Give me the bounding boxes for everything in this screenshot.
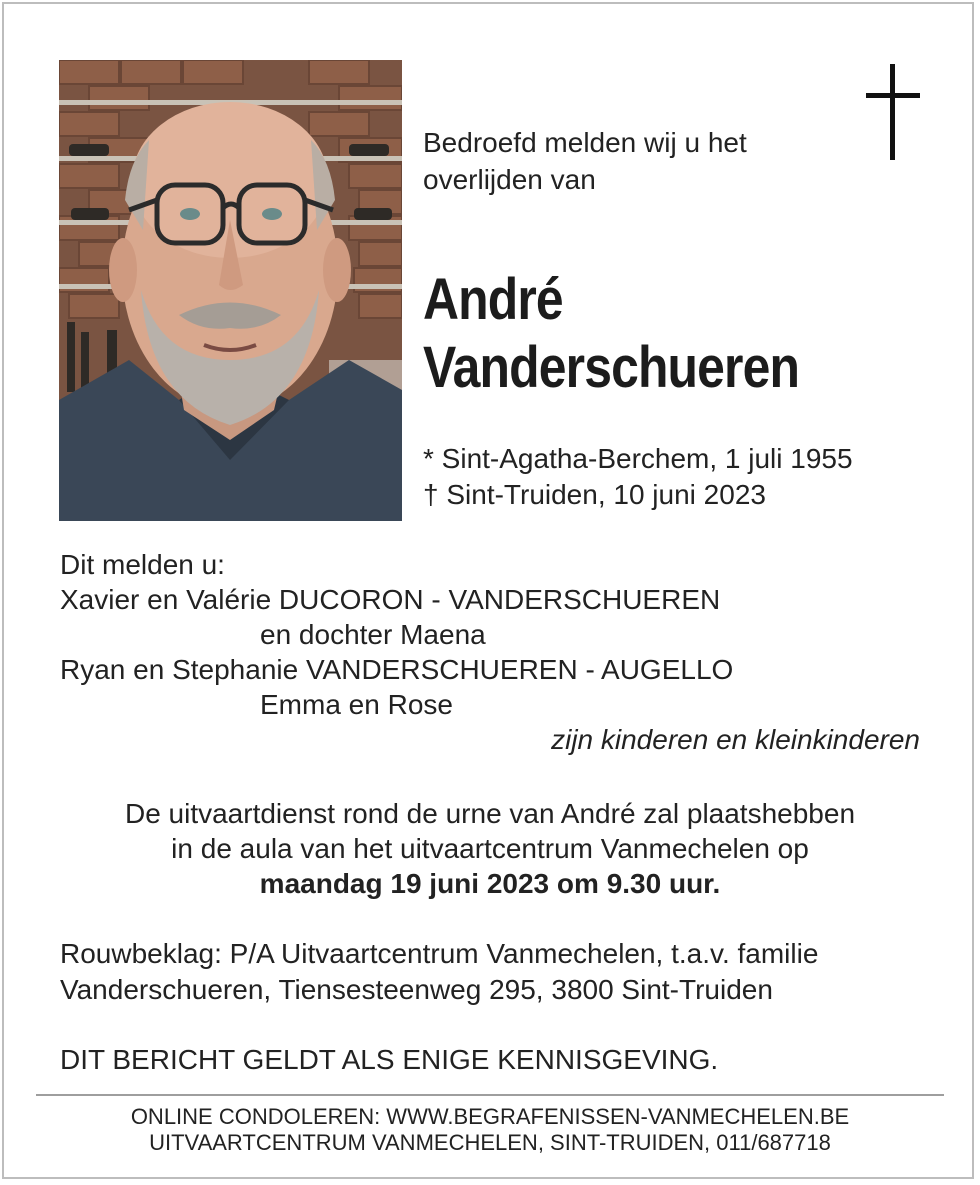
notice-text: DIT BERICHT GELDT ALS ENIGE KENNISGEVING. <box>60 1044 719 1075</box>
divider <box>36 1094 944 1096</box>
service-line: De uitvaartdienst rond de urne van André zal plaatshebben <box>124 798 856 829</box>
intro-line: Bedroefd melden wij u het <box>423 127 747 158</box>
service-line: in de aula van het uitvaartcentrum Vanmechelen op <box>171 833 809 864</box>
life-dates <box>423 441 943 513</box>
service-datetime: maandag 19 juni 2023 om 9.30 uur. <box>259 868 721 899</box>
death-line: † Sint-Truiden, 10 juni 2023 <box>423 479 766 510</box>
announcer-line: Emma en Rose <box>260 689 453 720</box>
footer <box>36 1104 944 1156</box>
condolence-address <box>60 936 940 1008</box>
condolence-line: Rouwbeklag: P/A Uitvaartcentrum Vanmechelen, t.a.v. familie <box>60 938 819 969</box>
deceased-name <box>423 266 887 402</box>
deceased-last-name: Vanderschueren <box>423 335 800 400</box>
announcer-line: en dochter Maena <box>260 619 486 650</box>
portrait-photo <box>59 60 402 521</box>
deceased-first-name: André <box>423 267 563 332</box>
intro-text <box>423 124 843 198</box>
announcer-line: Xavier en Valérie DUCORON - VANDERSCHUEREN <box>60 584 721 615</box>
condolence-line: Vanderschueren, Tiensesteenweg 295, 3800 Sint-Truiden <box>60 974 773 1005</box>
relation-text: zijn kinderen en kleinkinderen <box>551 724 920 755</box>
announcer-line: Ryan en Stephanie VANDERSCHUEREN - AUGELLO <box>60 654 734 685</box>
intro-line: overlijden van <box>423 164 596 195</box>
service-block <box>40 796 940 901</box>
footer-contact: UITVAARTCENTRUM VANMECHELEN, SINT-TRUIDEN, 011/687718 <box>149 1130 831 1155</box>
announcers-heading: Dit melden u: <box>60 549 225 580</box>
announcers-block <box>60 547 930 757</box>
cross-icon <box>864 64 922 160</box>
birth-line: * Sint-Agatha-Berchem, 1 juli 1955 <box>423 443 853 474</box>
footer-website: ONLINE CONDOLEREN: WWW.BEGRAFENISSEN-VANMECHELEN.BE <box>130 1104 850 1129</box>
